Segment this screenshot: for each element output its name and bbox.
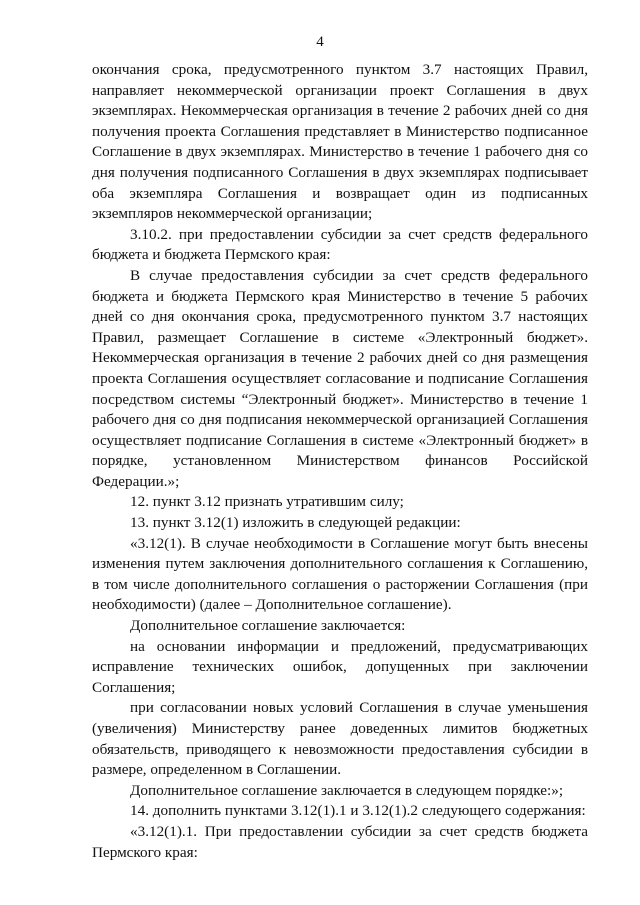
paragraph: В случае предоставления субсидии за счет средств федерального бюджета и бюджета Пермского края Министерство в течение 5 рабочих дней со дня окончания срока, предусмотренного пунктом 3.7 настоящих Правил, размещает Соглашение в системе «Электронный бюджет». Некоммерческая организация в течение 2 рабочих дней со дня размещения проекта Соглашения осуществляет согласование и подписание Соглашения посредством системы “Электронный бюджет». Министерство в течение 1 рабочего дня со дня подписания некоммерческой организацией Соглашения осуществляет подписание Соглашения в системе «Электронный бюджет» в порядке, установленном Министерством финансов Российской Федерации.»; <box>92 266 588 490</box>
paragraph: на основании информации и предложений, предусматривающих исправление технических ошибок, допущенных при заключении Соглашения; <box>92 637 588 696</box>
paragraph: 12. пункт 3.12 признать утратившим силу; <box>130 493 404 511</box>
paragraph: Дополнительное соглашение заключается: <box>130 617 406 635</box>
paragraph: 13. пункт 3.12(1) изложить в следующей редакции: <box>130 514 461 532</box>
paragraph: 14. дополнить пунктами 3.12(1).1 и 3.12(1).2 следующего содержания: <box>130 802 586 820</box>
paragraph: 3.10.2. при предоставлении субсидии за счет средств федерального бюджета и бюджета Пермского края: <box>92 225 588 264</box>
paragraph: при согласовании новых условий Соглашения в случае уменьшения (увеличения) Министерству ранее доведенных лимитов бюджетных обязательств, приводящего к невозможности предоставления субсидии в размере, определенном в Соглашении. <box>92 699 588 779</box>
paragraph: окончания срока, предусмотренного пунктом 3.7 настоящих Правил, направляет некоммерческой организации проект Соглашения в двух экземплярах. Некоммерческая организация в течение 2 рабочих дней со дня получения проекта Соглашения представляет в Министерство подписанное Соглашение в двух экземплярах. Министерство в течение 1 рабочего дня со дня получения подписанного Соглашения в двух экземплярах подписывает оба экземпляра Соглашения и возвращает один из подписанных экземпляров некоммерческой организации; <box>92 61 588 223</box>
document-body <box>92 60 588 863</box>
paragraph: Дополнительное соглашение заключается в следующем порядке:»; <box>130 781 564 799</box>
page-number: 4 <box>316 34 324 50</box>
paragraph: «3.12(1). В случае необходимости в Соглашение могут быть внесены изменения путем заключения дополнительного соглашения к Соглашению, в том числе дополнительного соглашения о расторжении Соглашения (при необходимости) (далее – Дополнительное соглашение). <box>92 534 588 614</box>
paragraph: «3.12(1).1. При предоставлении субсидии за счет средств бюджета Пермского края: <box>92 822 588 861</box>
